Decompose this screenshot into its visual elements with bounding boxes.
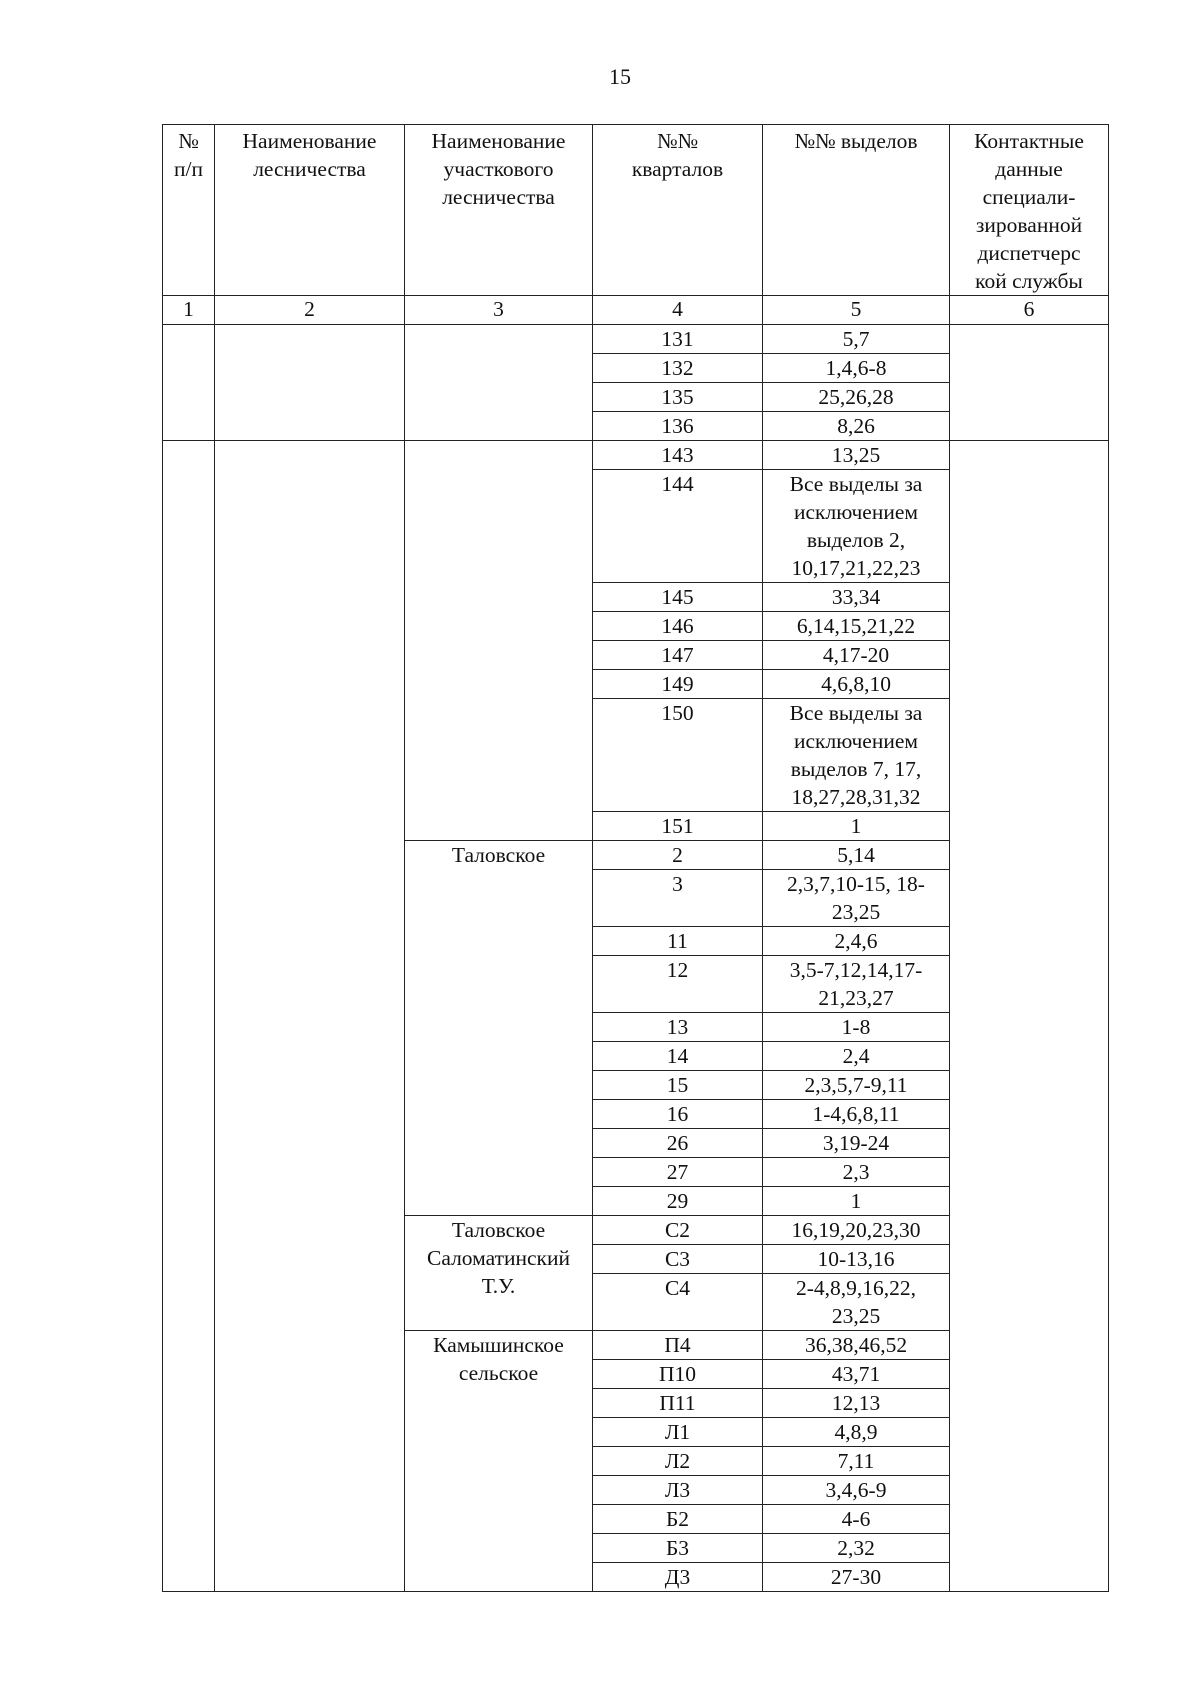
plots-cell: 2,3,7,10-15, 18- 23,25: [763, 870, 950, 927]
quarter-cell: 145: [593, 583, 763, 612]
quarter-cell: 2: [593, 841, 763, 870]
quarter-cell: 149: [593, 670, 763, 699]
plots-cell: 16,19,20,23,30: [763, 1216, 950, 1245]
plots-cell: Все выделы за исключением выделов 7, 17, 18,27,28,31,32: [763, 699, 950, 812]
header-forestry: Наименование лесничества: [215, 125, 405, 296]
plots-cell: 5,7: [763, 325, 950, 354]
quarter-cell: 12: [593, 956, 763, 1013]
quarter-cell: Л3: [593, 1476, 763, 1505]
quarter-cell: С2: [593, 1216, 763, 1245]
quarter-cell: П10: [593, 1360, 763, 1389]
quarter-cell: Б3: [593, 1534, 763, 1563]
quarter-cell: 132: [593, 354, 763, 383]
plots-cell: 2-4,8,9,16,22, 23,25: [763, 1274, 950, 1331]
plots-cell: 36,38,46,52: [763, 1331, 950, 1360]
quarter-cell: Л2: [593, 1447, 763, 1476]
header-plots: №№ выделов: [763, 125, 950, 296]
quarter-cell: 136: [593, 412, 763, 441]
quarter-cell: 131: [593, 325, 763, 354]
plots-cell: 5,14: [763, 841, 950, 870]
plots-cell: 3,19-24: [763, 1129, 950, 1158]
plots-cell: 12,13: [763, 1389, 950, 1418]
quarter-cell: 151: [593, 812, 763, 841]
empty-cell: [163, 441, 215, 1592]
empty-cell: [215, 325, 405, 441]
plots-cell: 43,71: [763, 1360, 950, 1389]
quarter-cell: 15: [593, 1071, 763, 1100]
plots-cell: 3,5-7,12,14,17- 21,23,27: [763, 956, 950, 1013]
table-row: [163, 441, 1109, 470]
plots-cell: 13,25: [763, 441, 950, 470]
quarter-cell: 29: [593, 1187, 763, 1216]
page-number: 15: [609, 64, 631, 89]
quarter-cell: Д3: [593, 1563, 763, 1592]
plots-cell: 2,3,5,7-9,11: [763, 1071, 950, 1100]
header-contacts: Контактные данные специали- зированной диспетчерс кой службы: [950, 125, 1109, 296]
plots-cell: 1,4,6-8: [763, 354, 950, 383]
plots-cell: 4,8,9: [763, 1418, 950, 1447]
column-number: 1: [163, 296, 215, 325]
plots-cell: 10-13,16: [763, 1245, 950, 1274]
quarter-cell: 16: [593, 1100, 763, 1129]
header-district-forestry: Наименование участкового лесничества: [405, 125, 593, 296]
quarter-cell: П11: [593, 1389, 763, 1418]
quarter-cell: 13: [593, 1013, 763, 1042]
table-body: [163, 325, 1109, 1592]
empty-cell: [950, 325, 1109, 441]
column-number: 3: [405, 296, 593, 325]
quarter-cell: С4: [593, 1274, 763, 1331]
plots-cell: 1-4,6,8,11: [763, 1100, 950, 1129]
quarter-cell: 135: [593, 383, 763, 412]
column-number-row: [163, 296, 1109, 325]
plots-cell: 4,6,8,10: [763, 670, 950, 699]
header-quarters: №№ кварталов: [593, 125, 763, 296]
quarter-cell: 14: [593, 1042, 763, 1071]
empty-cell: [405, 441, 593, 841]
plots-cell: 2,32: [763, 1534, 950, 1563]
empty-cell: [405, 325, 593, 441]
column-number: 2: [215, 296, 405, 325]
plots-cell: 2,4,6: [763, 927, 950, 956]
plots-cell: 25,26,28: [763, 383, 950, 412]
plots-cell: 2,3: [763, 1158, 950, 1187]
plots-cell: 2,4: [763, 1042, 950, 1071]
quarter-cell: 26: [593, 1129, 763, 1158]
header-number: № п/п: [163, 125, 215, 296]
empty-cell: [163, 325, 215, 441]
plots-cell: 1-8: [763, 1013, 950, 1042]
header-row: [163, 125, 1109, 296]
plots-cell: 4-6: [763, 1505, 950, 1534]
plots-cell: 4,17-20: [763, 641, 950, 670]
quarter-cell: 3: [593, 870, 763, 927]
quarter-cell: 11: [593, 927, 763, 956]
empty-cell: [215, 441, 405, 1592]
quarter-cell: 146: [593, 612, 763, 641]
quarter-cell: 143: [593, 441, 763, 470]
quarter-cell: 144: [593, 470, 763, 583]
quarter-cell: С3: [593, 1245, 763, 1274]
quarter-cell: Л1: [593, 1418, 763, 1447]
plots-cell: 6,14,15,21,22: [763, 612, 950, 641]
column-number: 6: [950, 296, 1109, 325]
plots-cell: 1: [763, 1187, 950, 1216]
forestry-table: [162, 124, 1109, 1592]
district-forestry-name: Таловское: [405, 841, 593, 1216]
quarter-cell: Б2: [593, 1505, 763, 1534]
empty-cell: [950, 441, 1109, 1592]
plots-cell: Все выделы за исключением выделов 2, 10,17,21,22,23: [763, 470, 950, 583]
plots-cell: 33,34: [763, 583, 950, 612]
plots-cell: 27-30: [763, 1563, 950, 1592]
plots-cell: 8,26: [763, 412, 950, 441]
district-forestry-name: Камышинское сельское: [405, 1331, 593, 1592]
column-number: 4: [593, 296, 763, 325]
table-row: [163, 325, 1109, 354]
quarter-cell: 147: [593, 641, 763, 670]
plots-cell: 3,4,6-9: [763, 1476, 950, 1505]
quarter-cell: 150: [593, 699, 763, 812]
plots-cell: 7,11: [763, 1447, 950, 1476]
quarter-cell: 27: [593, 1158, 763, 1187]
column-number: 5: [763, 296, 950, 325]
quarter-cell: П4: [593, 1331, 763, 1360]
district-forestry-name: Таловское Саломатинский Т.У.: [405, 1216, 593, 1331]
plots-cell: 1: [763, 812, 950, 841]
